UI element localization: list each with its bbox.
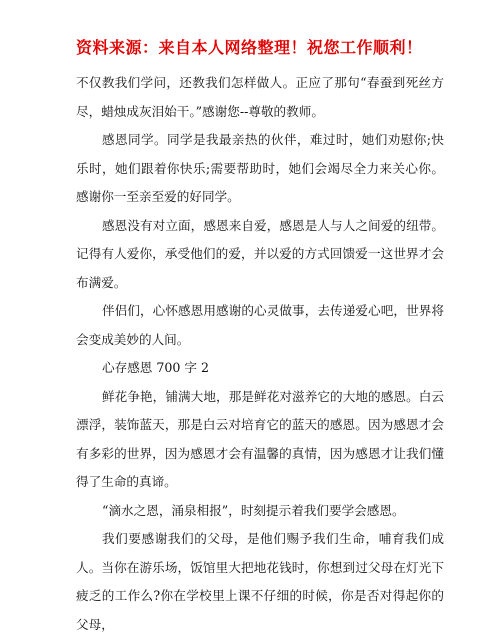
paragraph-proverb: “滴水之恩，涌泉相报”，时刻提示着我们要学会感恩。 — [102, 502, 405, 518]
paragraph-spread-love: 伴侣们，心怀感恩用感谢的心灵做事，去传递爱心吧，世界将会变成美妙的人间。 — [76, 303, 444, 347]
paragraph-classmate-gratitude: 感恩同学。同学是我最亲热的伙伴，难过时，她们劝慰你;快乐时，她们跟着你快乐;需要帮助时，她们会竭尽全力来关心你。感谢你一至亲至爱的好同学。 — [76, 132, 444, 204]
paragraph-gratitude-love: 感恩没有对立面，感恩来自爱，感恩是人与人之间爱的纽带。记得有人爱你，承受他们的爱，并以爱的方式回馈爱一这世界才会布满爱。 — [76, 217, 444, 290]
paragraph-flowers-clouds: 鲜花争艳，铺满大地，那是鲜花对滋养它的大地的感恩。白云漂浮，装饰蓝天，那是白云对培育它的蓝天的感恩。因为感恩才会有多彩的世界，因为感恩才会有温馨的真情，因为感恩才让我们懂得了生命的真谛。 — [76, 388, 444, 489]
section-heading: 心存感恩 700 字 2 — [102, 360, 210, 375]
paragraph-parents: 我们要感谢我们的父母，是他们赐予我们生命，哺育我们成人。当你在游乐场，饭馆里大把地花钱时，你想到过父母在灯光下疲乏的工作么?你在学校里上课不仔细的时候，你是否对得起你的父母， — [76, 531, 444, 632]
source-banner: 资料来源：来自本人网络整理！祝您工作顺利！ — [76, 38, 423, 57]
paragraph-teacher-gratitude: 不仅教我们学问，还教我们怎样做人。正应了那句“春蚕到死丝方尽，蜡烛成灰泪始干。”感谢您--尊敬的教师。 — [76, 75, 444, 119]
